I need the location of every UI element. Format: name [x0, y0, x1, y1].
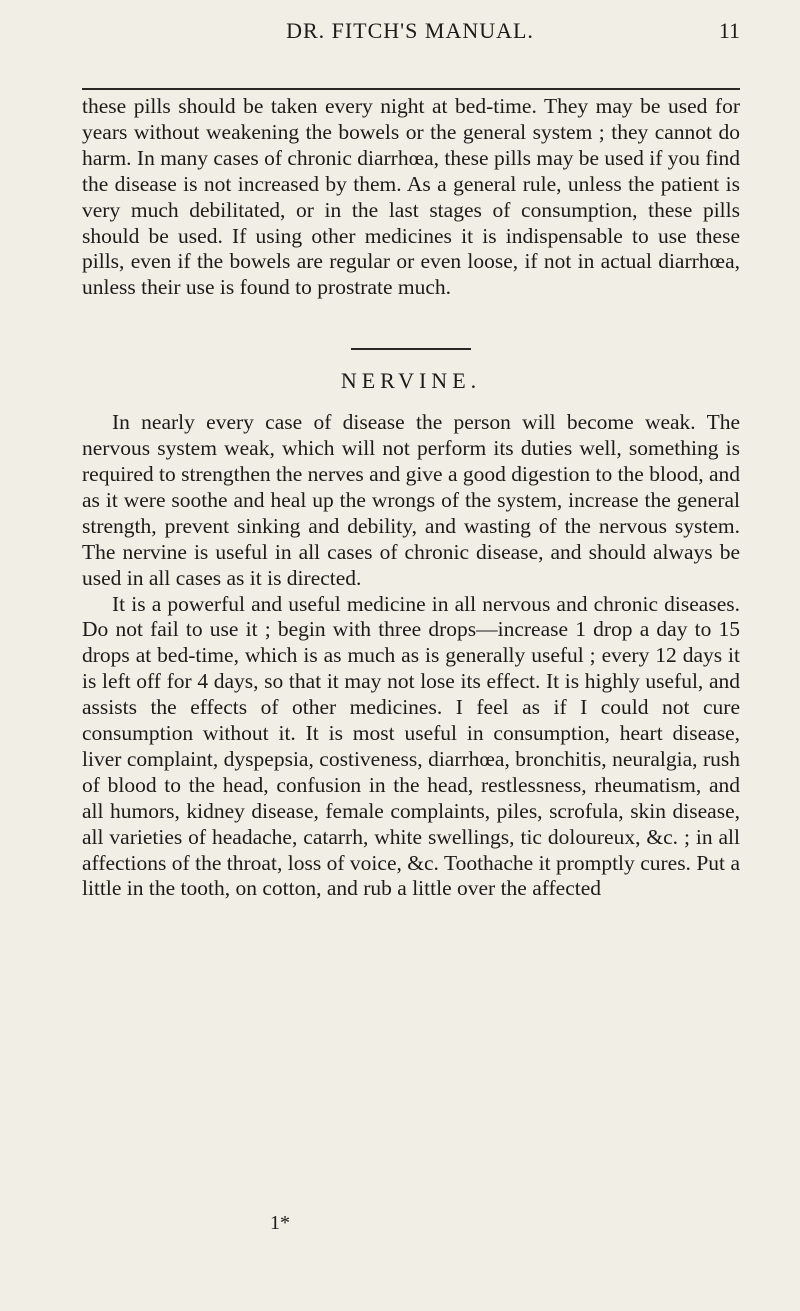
paragraph-continuation: these pills should be taken every night at bed-time. They may be used for years without weakening the bowels or the general system ; they cannot do harm. In many cases of chronic diarrhœa, these pills may be used if you find the disease is not increased by them. As a general rule, unless the patient is very much debilitated, or in the last stages of consumption, these pills should be used. If using other medicines it is indispensable to use these pills, even if the bowels are regular or even loose, if not in actual diarrhœa, unless their use is found to prostrate much. [82, 94, 740, 300]
header-rule [82, 88, 740, 90]
section-heading: NERVINE. [340, 368, 482, 394]
paragraph: In nearly every case of disease the person will become weak. The nervous system weak, which will not perform its duties well, something is required to strengthen the nerves and give a good digestion to the blood, and as it were soothe and heal up the wrongs of the system, increase the general strength, prevent sinking and debility, and wasting of the nervous system. The nervine is useful in all cases of chronic disease, and should always be used in all cases as it is directed. [82, 410, 740, 590]
signature-mark: 1* [270, 1212, 290, 1234]
body-text [82, 94, 740, 902]
page-number: 11 [718, 18, 740, 43]
running-head [80, 16, 740, 56]
section-divider [351, 348, 471, 350]
running-title: DR. FITCH'S MANUAL. [286, 18, 534, 43]
paragraph: It is a powerful and useful medicine in all nervous and chronic diseases. Do not fail to use it ; begin with three drops—increase 1 drop a day to 15 drops at bed-time, which is as much as is generally useful ; every 12 days it is left off for 4 days, so that it may not lose its effect. It is highly useful, and assists the effects of other medicines. I feel as if I could not cure consumption without it. It is most useful in consumption, heart disease, liver complaint, dyspepsia, costiveness, diarrhœa, bronchitis, neuralgia, rush of blood to the head, confusion in the head, restlessness, rheumatism, and all humors, kidney disease, female complaints, piles, scrofula, skin disease, all varieties of headache, catarrh, white swellings, tic doloureux, &c. ; in all affections of the throat, loss of voice, &c. Toothache it promptly cures. Put a little in the tooth, on cotton, and rub a little over the affected [82, 591, 740, 901]
